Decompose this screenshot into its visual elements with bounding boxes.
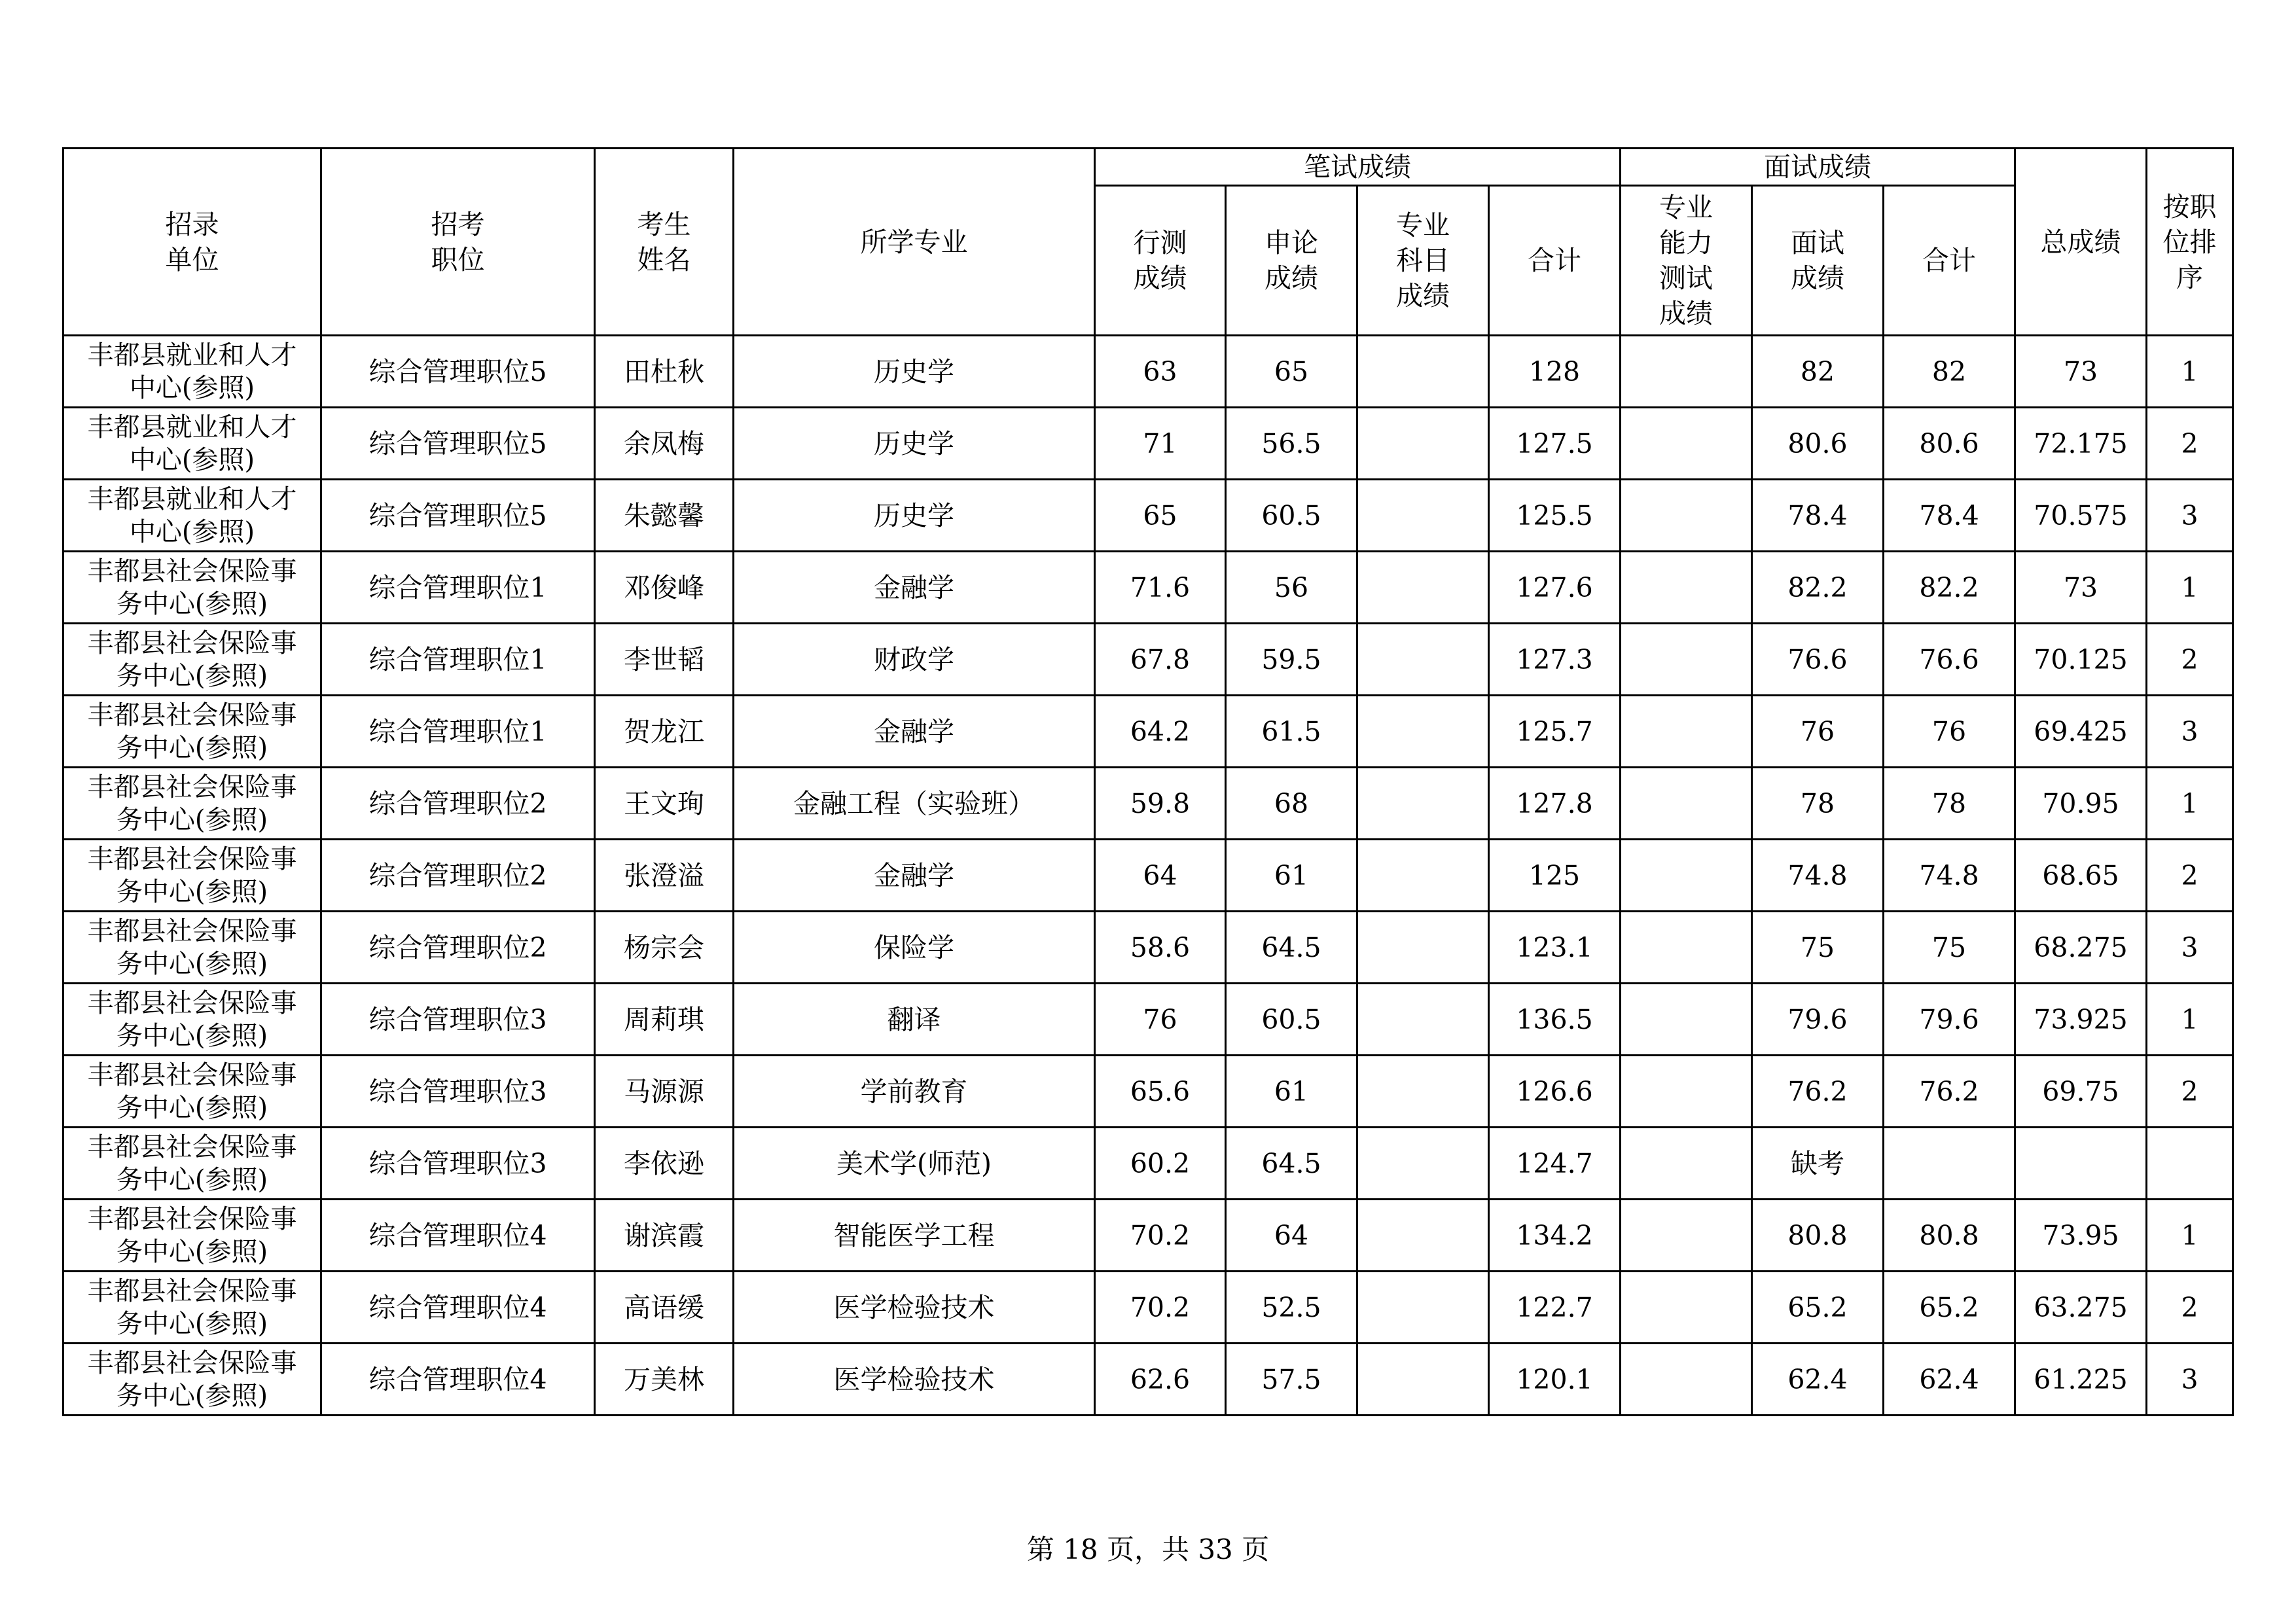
cell-written-total: 127.8 xyxy=(1489,768,1621,840)
cell-shenlun: 59.5 xyxy=(1226,624,1357,696)
table-row xyxy=(63,336,2233,408)
cell-interview-total: 78.4 xyxy=(1884,480,2015,552)
cell-position: 综合管理职位4 xyxy=(321,1272,595,1344)
cell-shenlun: 64.5 xyxy=(1226,1128,1357,1200)
cell-major: 医学检验技术 xyxy=(734,1344,1095,1416)
cell-rank: 2 xyxy=(2147,840,2233,912)
cell-ability xyxy=(1621,1056,1752,1128)
cell-subject xyxy=(1357,1272,1489,1344)
table-row xyxy=(63,480,2233,552)
cell-xingce: 65 xyxy=(1095,480,1226,552)
cell-shenlun: 56 xyxy=(1226,552,1357,624)
cell-total: 69.75 xyxy=(2015,1056,2147,1128)
cell-shenlun: 64 xyxy=(1226,1200,1357,1272)
cell-xingce: 70.2 xyxy=(1095,1272,1226,1344)
cell-written-total: 127.6 xyxy=(1489,552,1621,624)
header-shenlun: 申论 成绩 xyxy=(1226,186,1357,336)
cell-position: 综合管理职位5 xyxy=(321,408,595,480)
table-row xyxy=(63,1128,2233,1200)
cell-position: 综合管理职位3 xyxy=(321,1128,595,1200)
table-row xyxy=(63,1272,2233,1344)
cell-interview-total: 79.6 xyxy=(1884,984,2015,1056)
cell-unit: 丰都县社会保险事 务中心(参照) xyxy=(63,1344,321,1416)
header-interview-score: 面试 成绩 xyxy=(1752,186,1884,336)
cell-subject xyxy=(1357,552,1489,624)
cell-written-total: 127.5 xyxy=(1489,408,1621,480)
cell-name: 高语缓 xyxy=(595,1272,734,1344)
cell-ability xyxy=(1621,696,1752,768)
cell-position: 综合管理职位1 xyxy=(321,624,595,696)
cell-xingce: 67.8 xyxy=(1095,624,1226,696)
header-unit: 招录 单位 xyxy=(63,149,321,336)
cell-xingce: 60.2 xyxy=(1095,1128,1226,1200)
cell-unit: 丰都县就业和人才 中心(参照) xyxy=(63,480,321,552)
cell-name: 张澄溢 xyxy=(595,840,734,912)
cell-name: 谢滨霞 xyxy=(595,1200,734,1272)
cell-shenlun: 60.5 xyxy=(1226,984,1357,1056)
cell-written-total: 134.2 xyxy=(1489,1200,1621,1272)
cell-major: 金融学 xyxy=(734,552,1095,624)
cell-written-total: 126.6 xyxy=(1489,1056,1621,1128)
cell-unit: 丰都县社会保险事 务中心(参照) xyxy=(63,624,321,696)
cell-total: 70.95 xyxy=(2015,768,2147,840)
cell-position: 综合管理职位4 xyxy=(321,1344,595,1416)
cell-written-total: 124.7 xyxy=(1489,1128,1621,1200)
cell-ability xyxy=(1621,624,1752,696)
cell-interview: 65.2 xyxy=(1752,1272,1884,1344)
cell-xingce: 64 xyxy=(1095,840,1226,912)
cell-unit: 丰都县社会保险事 务中心(参照) xyxy=(63,912,321,984)
cell-position: 综合管理职位2 xyxy=(321,912,595,984)
header-position: 招考 职位 xyxy=(321,149,595,336)
cell-shenlun: 61 xyxy=(1226,840,1357,912)
cell-shenlun: 68 xyxy=(1226,768,1357,840)
cell-total xyxy=(2015,1128,2147,1200)
cell-interview-total: 76 xyxy=(1884,696,2015,768)
cell-interview-total: 74.8 xyxy=(1884,840,2015,912)
cell-unit: 丰都县社会保险事 务中心(参照) xyxy=(63,1200,321,1272)
cell-shenlun: 52.5 xyxy=(1226,1272,1357,1344)
cell-xingce: 70.2 xyxy=(1095,1200,1226,1272)
cell-shenlun: 60.5 xyxy=(1226,480,1357,552)
cell-written-total: 127.3 xyxy=(1489,624,1621,696)
cell-major: 翻译 xyxy=(734,984,1095,1056)
table-row xyxy=(63,984,2233,1056)
cell-interview: 80.6 xyxy=(1752,408,1884,480)
header-major: 所学专业 xyxy=(734,149,1095,336)
header-written-total: 合计 xyxy=(1489,186,1621,336)
cell-interview-total: 76.2 xyxy=(1884,1056,2015,1128)
cell-interview-total: 80.8 xyxy=(1884,1200,2015,1272)
cell-rank: 2 xyxy=(2147,1056,2233,1128)
table-row xyxy=(63,1056,2233,1128)
table-row xyxy=(63,552,2233,624)
cell-major: 智能医学工程 xyxy=(734,1200,1095,1272)
cell-written-total: 125 xyxy=(1489,840,1621,912)
cell-interview-total xyxy=(1884,1128,2015,1200)
cell-position: 综合管理职位3 xyxy=(321,1056,595,1128)
cell-ability xyxy=(1621,840,1752,912)
cell-xingce: 58.6 xyxy=(1095,912,1226,984)
cell-rank: 3 xyxy=(2147,912,2233,984)
cell-ability xyxy=(1621,1344,1752,1416)
cell-total: 70.575 xyxy=(2015,480,2147,552)
cell-total: 68.65 xyxy=(2015,840,2147,912)
cell-interview: 76 xyxy=(1752,696,1884,768)
cell-total: 63.275 xyxy=(2015,1272,2147,1344)
cell-major: 美术学(师范) xyxy=(734,1128,1095,1200)
cell-rank: 3 xyxy=(2147,480,2233,552)
cell-major: 历史学 xyxy=(734,408,1095,480)
cell-position: 综合管理职位3 xyxy=(321,984,595,1056)
cell-ability xyxy=(1621,768,1752,840)
cell-ability xyxy=(1621,408,1752,480)
cell-total: 61.225 xyxy=(2015,1344,2147,1416)
cell-name: 马源源 xyxy=(595,1056,734,1128)
cell-shenlun: 56.5 xyxy=(1226,408,1357,480)
cell-name: 朱懿馨 xyxy=(595,480,734,552)
cell-position: 综合管理职位1 xyxy=(321,552,595,624)
cell-rank: 3 xyxy=(2147,1344,2233,1416)
cell-total: 72.175 xyxy=(2015,408,2147,480)
cell-unit: 丰都县社会保险事 务中心(参照) xyxy=(63,552,321,624)
cell-position: 综合管理职位1 xyxy=(321,696,595,768)
cell-major: 保险学 xyxy=(734,912,1095,984)
cell-xingce: 76 xyxy=(1095,984,1226,1056)
table-row xyxy=(63,768,2233,840)
cell-interview-total: 78 xyxy=(1884,768,2015,840)
cell-rank xyxy=(2147,1128,2233,1200)
cell-total: 73 xyxy=(2015,552,2147,624)
table-row xyxy=(63,1344,2233,1416)
cell-xingce: 65.6 xyxy=(1095,1056,1226,1128)
cell-interview: 62.4 xyxy=(1752,1344,1884,1416)
cell-position: 综合管理职位5 xyxy=(321,336,595,408)
cell-ability xyxy=(1621,1128,1752,1200)
table-row xyxy=(63,1200,2233,1272)
cell-shenlun: 57.5 xyxy=(1226,1344,1357,1416)
cell-rank: 1 xyxy=(2147,768,2233,840)
cell-interview: 79.6 xyxy=(1752,984,1884,1056)
cell-name: 周莉琪 xyxy=(595,984,734,1056)
cell-interview: 82 xyxy=(1752,336,1884,408)
cell-shenlun: 64.5 xyxy=(1226,912,1357,984)
cell-interview: 78.4 xyxy=(1752,480,1884,552)
cell-position: 综合管理职位2 xyxy=(321,840,595,912)
cell-major: 财政学 xyxy=(734,624,1095,696)
header-interview-group: 面试成绩 xyxy=(1621,149,2015,186)
cell-xingce: 71 xyxy=(1095,408,1226,480)
table-row xyxy=(63,840,2233,912)
cell-major: 金融学 xyxy=(734,696,1095,768)
cell-unit: 丰都县就业和人才 中心(参照) xyxy=(63,336,321,408)
cell-major: 历史学 xyxy=(734,336,1095,408)
header-ability: 专业 能力 测试 成绩 xyxy=(1621,186,1752,336)
header-interview-total: 合计 xyxy=(1884,186,2015,336)
cell-rank: 1 xyxy=(2147,984,2233,1056)
cell-unit: 丰都县社会保险事 务中心(参照) xyxy=(63,984,321,1056)
header-subject: 专业 科目 成绩 xyxy=(1357,186,1489,336)
cell-name: 田杜秋 xyxy=(595,336,734,408)
cell-total: 73.95 xyxy=(2015,1200,2147,1272)
cell-subject xyxy=(1357,984,1489,1056)
table-row xyxy=(63,624,2233,696)
cell-unit: 丰都县社会保险事 务中心(参照) xyxy=(63,768,321,840)
cell-interview-total: 62.4 xyxy=(1884,1344,2015,1416)
page-number: 第 18 页，共 33 页 xyxy=(1026,1533,1270,1565)
cell-xingce: 63 xyxy=(1095,336,1226,408)
cell-name: 王文珣 xyxy=(595,768,734,840)
cell-position: 综合管理职位5 xyxy=(321,480,595,552)
cell-ability xyxy=(1621,480,1752,552)
cell-total: 69.425 xyxy=(2015,696,2147,768)
table-row xyxy=(63,912,2233,984)
cell-total: 73 xyxy=(2015,336,2147,408)
cell-major: 历史学 xyxy=(734,480,1095,552)
cell-subject xyxy=(1357,480,1489,552)
table-row xyxy=(63,408,2233,480)
cell-subject xyxy=(1357,912,1489,984)
cell-interview: 78 xyxy=(1752,768,1884,840)
cell-subject xyxy=(1357,1056,1489,1128)
cell-interview: 74.8 xyxy=(1752,840,1884,912)
cell-name: 万美林 xyxy=(595,1344,734,1416)
cell-major: 学前教育 xyxy=(734,1056,1095,1128)
cell-ability xyxy=(1621,912,1752,984)
cell-ability xyxy=(1621,984,1752,1056)
cell-unit: 丰都县社会保险事 务中心(参照) xyxy=(63,840,321,912)
cell-written-total: 120.1 xyxy=(1489,1344,1621,1416)
cell-written-total: 136.5 xyxy=(1489,984,1621,1056)
cell-total: 70.125 xyxy=(2015,624,2147,696)
cell-total: 68.275 xyxy=(2015,912,2147,984)
header-rank: 按职 位排 序 xyxy=(2147,149,2233,336)
cell-interview: 82.2 xyxy=(1752,552,1884,624)
cell-major: 医学检验技术 xyxy=(734,1272,1095,1344)
cell-unit: 丰都县社会保险事 务中心(参照) xyxy=(63,1056,321,1128)
header-row-groups xyxy=(63,149,2233,186)
cell-position: 综合管理职位4 xyxy=(321,1200,595,1272)
cell-subject xyxy=(1357,768,1489,840)
cell-subject xyxy=(1357,840,1489,912)
cell-xingce: 62.6 xyxy=(1095,1344,1226,1416)
cell-interview: 75 xyxy=(1752,912,1884,984)
cell-xingce: 71.6 xyxy=(1095,552,1226,624)
cell-rank: 2 xyxy=(2147,1272,2233,1344)
cell-subject xyxy=(1357,336,1489,408)
cell-interview-total: 65.2 xyxy=(1884,1272,2015,1344)
cell-written-total: 125.5 xyxy=(1489,480,1621,552)
cell-written-total: 123.1 xyxy=(1489,912,1621,984)
cell-rank: 2 xyxy=(2147,624,2233,696)
cell-position: 综合管理职位2 xyxy=(321,768,595,840)
cell-xingce: 64.2 xyxy=(1095,696,1226,768)
cell-unit: 丰都县社会保险事 务中心(参照) xyxy=(63,1128,321,1200)
cell-interview-total: 82 xyxy=(1884,336,2015,408)
score-table xyxy=(62,147,2234,1416)
cell-subject xyxy=(1357,696,1489,768)
cell-interview-total: 82.2 xyxy=(1884,552,2015,624)
cell-subject xyxy=(1357,1200,1489,1272)
cell-shenlun: 61.5 xyxy=(1226,696,1357,768)
cell-interview: 缺考 xyxy=(1752,1128,1884,1200)
cell-rank: 1 xyxy=(2147,552,2233,624)
cell-unit: 丰都县社会保险事 务中心(参照) xyxy=(63,696,321,768)
cell-name: 李依逊 xyxy=(595,1128,734,1200)
cell-shenlun: 65 xyxy=(1226,336,1357,408)
cell-name: 邓俊峰 xyxy=(595,552,734,624)
header-name: 考生 姓名 xyxy=(595,149,734,336)
cell-written-total: 122.7 xyxy=(1489,1272,1621,1344)
cell-unit: 丰都县社会保险事 务中心(参照) xyxy=(63,1272,321,1344)
table-row xyxy=(63,696,2233,768)
cell-major: 金融工程（实验班） xyxy=(734,768,1095,840)
cell-interview-total: 76.6 xyxy=(1884,624,2015,696)
cell-rank: 3 xyxy=(2147,696,2233,768)
cell-ability xyxy=(1621,1200,1752,1272)
cell-interview: 76.6 xyxy=(1752,624,1884,696)
cell-total: 73.925 xyxy=(2015,984,2147,1056)
cell-name: 贺龙江 xyxy=(595,696,734,768)
cell-subject xyxy=(1357,408,1489,480)
cell-name: 杨宗会 xyxy=(595,912,734,984)
cell-name: 李世韬 xyxy=(595,624,734,696)
cell-name: 余凤梅 xyxy=(595,408,734,480)
header-xingce: 行测 成绩 xyxy=(1095,186,1226,336)
cell-subject xyxy=(1357,1128,1489,1200)
header-total: 总成绩 xyxy=(2015,149,2147,336)
cell-interview: 80.8 xyxy=(1752,1200,1884,1272)
cell-subject xyxy=(1357,624,1489,696)
cell-shenlun: 61 xyxy=(1226,1056,1357,1128)
cell-interview-total: 75 xyxy=(1884,912,2015,984)
cell-ability xyxy=(1621,1272,1752,1344)
cell-unit: 丰都县就业和人才 中心(参照) xyxy=(63,408,321,480)
cell-written-total: 125.7 xyxy=(1489,696,1621,768)
header-written-group: 笔试成绩 xyxy=(1095,149,1621,186)
cell-major: 金融学 xyxy=(734,840,1095,912)
cell-subject xyxy=(1357,1344,1489,1416)
cell-rank: 2 xyxy=(2147,408,2233,480)
cell-interview: 76.2 xyxy=(1752,1056,1884,1128)
cell-xingce: 59.8 xyxy=(1095,768,1226,840)
cell-ability xyxy=(1621,336,1752,408)
cell-interview-total: 80.6 xyxy=(1884,408,2015,480)
cell-written-total: 128 xyxy=(1489,336,1621,408)
cell-ability xyxy=(1621,552,1752,624)
cell-rank: 1 xyxy=(2147,1200,2233,1272)
cell-rank: 1 xyxy=(2147,336,2233,408)
